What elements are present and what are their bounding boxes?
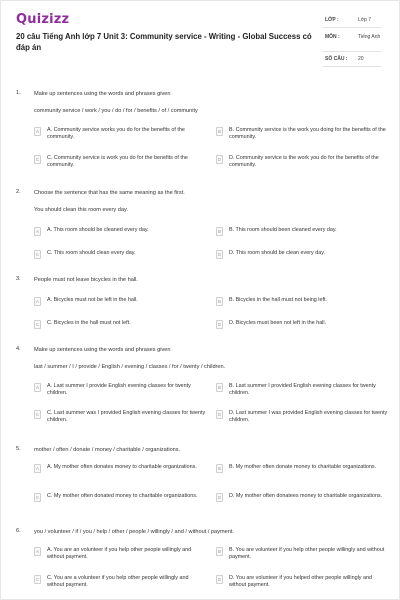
meta-socau-label: SỐ CÂU : bbox=[325, 56, 348, 62]
option-letter-box: D bbox=[217, 322, 222, 327]
meta-lop-value: Lớp 7 bbox=[358, 17, 372, 23]
question-number: 1. bbox=[16, 90, 21, 96]
option-letter-box: A bbox=[34, 383, 41, 392]
option-letter-box: C bbox=[35, 495, 40, 500]
meta-mon-label: MÔN : bbox=[325, 34, 340, 40]
option-text: C. My mother often donated money to charitable organizations. bbox=[47, 493, 198, 499]
meta-divider bbox=[323, 27, 381, 28]
option-letter-box: B bbox=[216, 127, 223, 136]
meta-mon-value: Tiếng Anh bbox=[358, 34, 381, 40]
option-text: C. Last summer was I provided English evening classes for twenty children. bbox=[47, 410, 206, 424]
question-number: 2. bbox=[16, 189, 21, 195]
option-text: B. Bicycles in the hall must not being left. bbox=[229, 297, 327, 303]
question-prompt: Make up sentences using the words and phrases given bbox=[34, 91, 171, 97]
option-letter-box: B bbox=[216, 464, 223, 473]
meta-divider bbox=[323, 66, 381, 67]
option-text: D. Community service is the work you do for the benefits of the community. bbox=[229, 155, 379, 169]
question-number: 3. bbox=[16, 276, 21, 282]
option-text: B. Community service is the work you doing for the benefits of the community. bbox=[229, 127, 386, 141]
document-title: 20 câu Tiếng Anh lớp 7 Unit 3: Community service - Writing - Global Success có đáp án bbox=[16, 32, 312, 52]
question-prompt: People must not leave bicycles in the hall. bbox=[34, 277, 138, 283]
option-text: D. My mother often donatees money to charitable organizations. bbox=[229, 493, 383, 499]
option-letter-box: B bbox=[216, 227, 223, 236]
option-letter-box: A bbox=[34, 297, 41, 306]
question-given: last / summer / I / provide / English / evening / classes / for / twenty / children. bbox=[34, 364, 226, 370]
option-text: C. Bicycles in the hall must not left. bbox=[47, 320, 131, 326]
question-prompt: Make up sentences using the words and phrases given bbox=[34, 347, 171, 353]
option-letter-box: C bbox=[35, 252, 40, 257]
option-text: B. Last summer I provided English evening classes for twenty children. bbox=[229, 383, 376, 397]
question-prompt: mother / often / donate / money / charitable / organizations. bbox=[34, 447, 181, 453]
option-text: A. You are an volunteer if you help other people willingly and without payment. bbox=[47, 547, 192, 561]
question-prompt: Choose the sentence that has the same meaning as the first. bbox=[34, 190, 185, 196]
question-number: 4. bbox=[16, 346, 21, 352]
option-text: B. This room should been cleaned every day. bbox=[229, 227, 337, 233]
question-prompt: you / volunteer / if / you / help / other / people / willingly / and / without / payment. bbox=[34, 529, 234, 535]
option-text: D. You are volunteer if you helped other people willingly and without payment. bbox=[229, 575, 372, 589]
option-text: D. This room should be clean every day. bbox=[229, 250, 325, 256]
option-text: A. Community service works you do for the benefits of the community. bbox=[47, 127, 185, 141]
option-text: D. Bicycles must been not left in the hall. bbox=[229, 320, 327, 326]
option-text: A. Bicycles must not be left in the hall. bbox=[47, 297, 138, 303]
option-text: C. Community service is work you do for the benefits of the community. bbox=[47, 155, 188, 169]
question-given: You should clean this room every day. bbox=[34, 207, 128, 213]
question-number: 6. bbox=[16, 528, 21, 534]
option-letter-box: D bbox=[217, 495, 222, 500]
option-letter-box: D bbox=[217, 577, 222, 582]
option-letter-box: C bbox=[35, 577, 40, 582]
option-letter-box: D bbox=[217, 412, 222, 417]
option-letter-box: D bbox=[217, 157, 222, 162]
option-letter-box: D bbox=[217, 252, 222, 257]
option-letter-box: B bbox=[216, 383, 223, 392]
option-letter-box: A bbox=[34, 127, 41, 136]
meta-divider bbox=[323, 51, 381, 52]
option-letter-box: C bbox=[35, 412, 40, 417]
option-letter-box: A bbox=[34, 464, 41, 473]
meta-lop-label: LỚP : bbox=[325, 17, 339, 23]
option-text: C. You are a volunteer if you help other people willingly and without payment. bbox=[47, 575, 189, 589]
option-text: B. You are volunteer if you help other people willingly and without payment. bbox=[229, 547, 385, 561]
quizizz-logo: Quizizz bbox=[16, 12, 70, 27]
option-letter-box: C bbox=[35, 322, 40, 327]
option-letter-box: A bbox=[34, 547, 41, 556]
option-text: A. My mother often donates money to charitable organizations. bbox=[47, 464, 197, 470]
question-number: 5. bbox=[16, 446, 21, 452]
option-text: C. This room should clean every day. bbox=[47, 250, 136, 256]
option-letter-box: B bbox=[216, 547, 223, 556]
option-text: A. Last summer I provide English evening classes for twenty children. bbox=[47, 383, 191, 397]
option-letter-box: C bbox=[35, 157, 40, 162]
question-given: community service / work / you / do / for / benefits / of / community bbox=[34, 108, 198, 114]
option-letter-box: B bbox=[216, 297, 223, 306]
option-text: D. Last summer I was provided English evening classes for twenty children. bbox=[229, 410, 388, 424]
option-letter-box: A bbox=[34, 227, 41, 236]
meta-socau-value: 20 bbox=[358, 56, 364, 62]
option-text: B. My mother often donate money to charitable organizations. bbox=[229, 464, 377, 470]
option-text: A. This room should be cleaned every day. bbox=[47, 227, 149, 233]
